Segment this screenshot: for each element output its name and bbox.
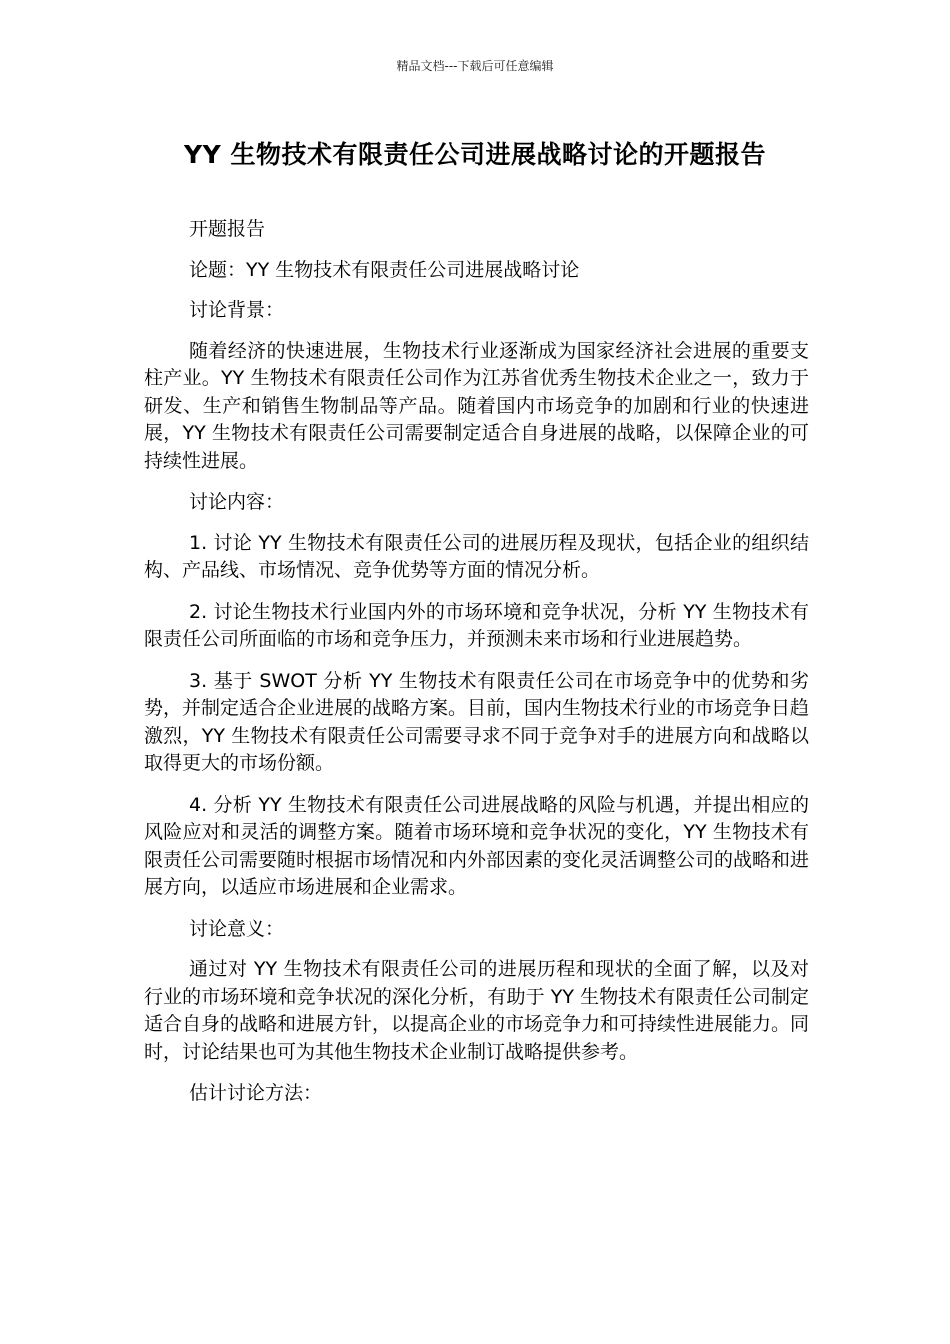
background-paragraph: 随着经济的快速进展，生物技术行业逐渐成为国家经济社会进展的重要支柱产业。YY 生物技术有限责任公司作为江苏省优秀生物技术企业之一，致力于研发、生产和销售生物制品等产品。随着国内市场竞争的加剧和行业的快速进展，YY 生物技术有限责任公司需要制定适合自身进展的战略，以保障企业的可持续性进展。 — [144, 339, 809, 472]
header-note: 精品文档---下载后可任意编辑 — [396, 59, 554, 73]
section-label-report: 开题报告 — [189, 218, 266, 240]
document-title: YY 生物技术有限责任公司进展战略讨论的开题报告 — [184, 140, 766, 169]
section-heading-background: 讨论背景： — [189, 299, 285, 321]
section-heading-methods: 估计讨论方法： — [189, 1082, 323, 1104]
document-body — [144, 216, 809, 1121]
topic-line: 论题：YY 生物技术有限责任公司进展战略讨论 — [189, 258, 580, 281]
content-item-1: 1. 讨论 YY 生物技术有限责任公司的进展历程及现状，包括企业的组织结构、产品线、市场情况、竞争优势等方面的情况分析。 — [144, 531, 809, 581]
content-item-2: 2. 讨论生物技术行业国内外的市场环境和竞争状况，分析 YY 生物技术有限责任公司所面临的市场和竞争压力，并预测未来市场和行业进展趋势。 — [144, 600, 809, 650]
content-item-4: 4. 分析 YY 生物技术有限责任公司进展战略的风险与机遇，并提出相应的风险应对和灵活的调整方案。随着市场环境和竞争状况的变化，YY 生物技术有限责任公司需要随时根据市场情况和内外部因素的变化灵活调整公司的战略和进展方向，以适应市场进展和企业需求。 — [144, 793, 810, 898]
content-item-3: 3. 基于 SWOT 分析 YY 生物技术有限责任公司在市场竞争中的优势和劣势，并制定适合企业进展的战略方案。目前，国内生物技术行业的市场竞争日趋激烈，YY 生物技术有限责任公司需要寻求不同于竞争对手的进展方向和战略以取得更大的市场份额。 — [144, 669, 810, 774]
significance-paragraph: 通过对 YY 生物技术有限责任公司的进展历程和现状的全面了解，以及对行业的市场环境和竞争状况的深化分析，有助于 YY 生物技术有限责任公司制定适合自身的战略和进展方针，以提高企业的市场竞争力和可持续性进展能力。同时，讨论结果也可为其他生物技术企业制订战略提供参考。 — [144, 958, 810, 1063]
section-heading-content: 讨论内容： — [189, 491, 285, 513]
section-heading-significance: 讨论意义： — [189, 917, 285, 940]
